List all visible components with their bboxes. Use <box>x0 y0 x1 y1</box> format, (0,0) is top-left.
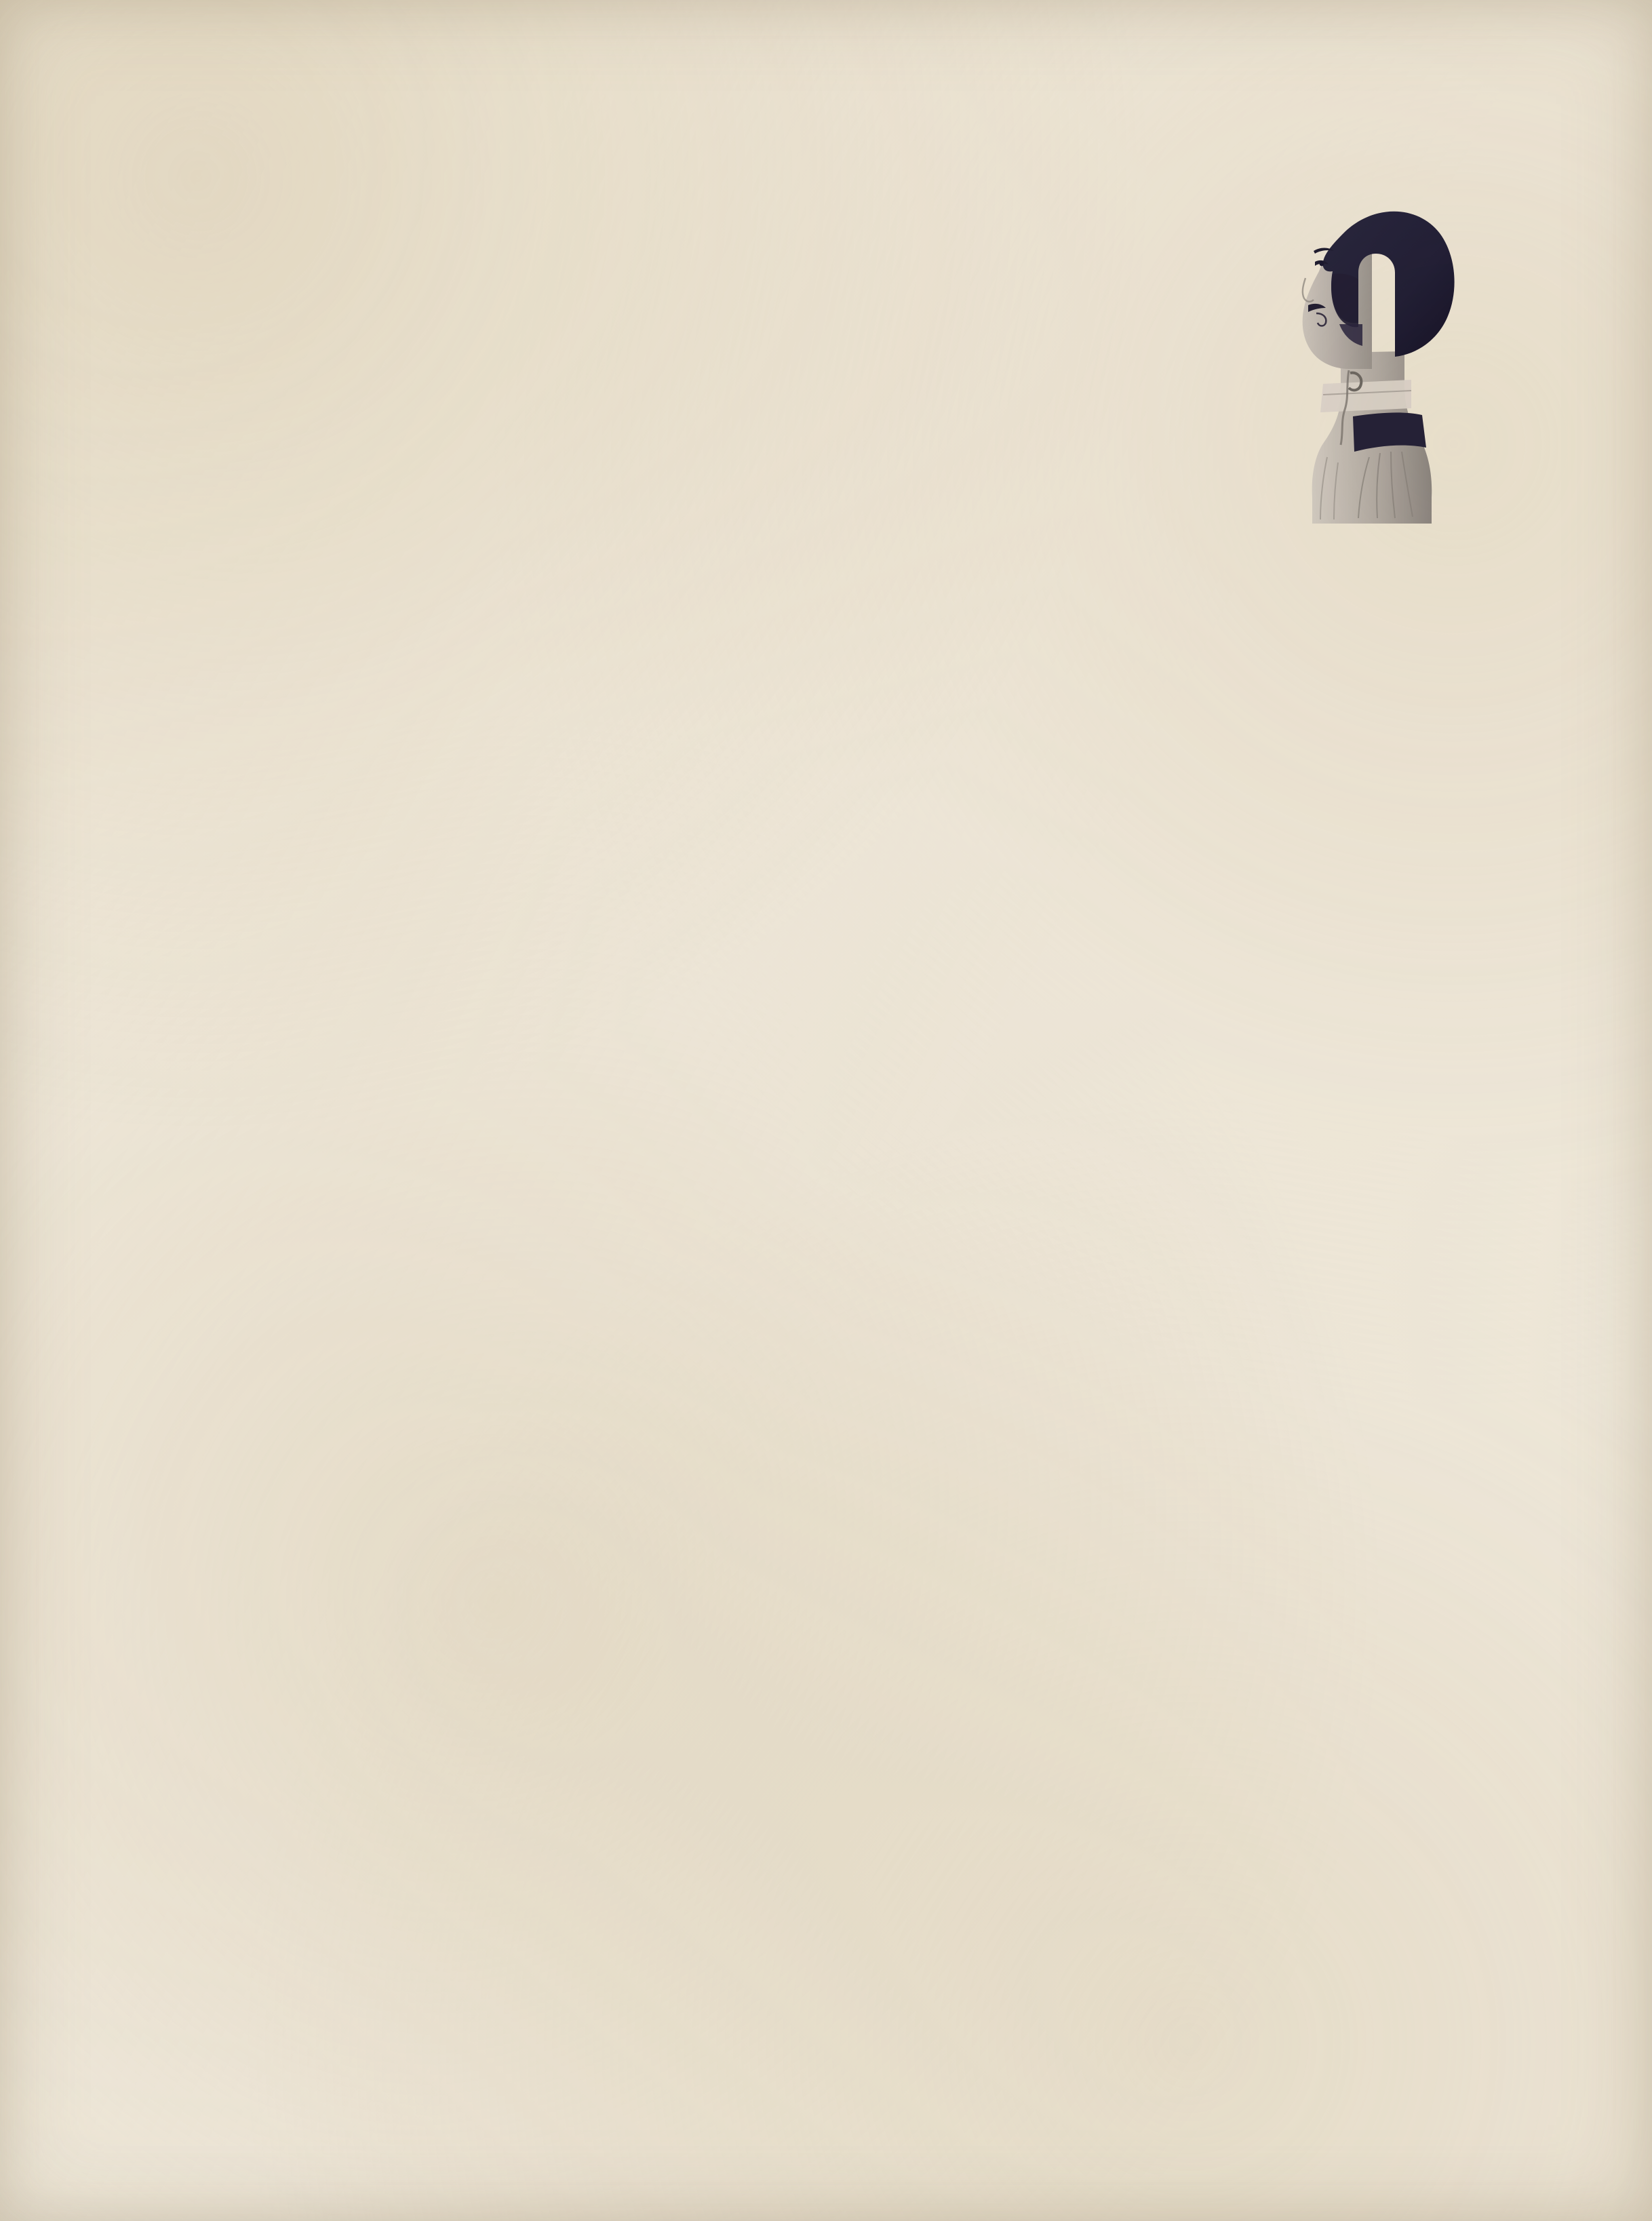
photo-text-wrap-cutout <box>1185 329 1395 675</box>
article-body <box>262 329 1395 675</box>
